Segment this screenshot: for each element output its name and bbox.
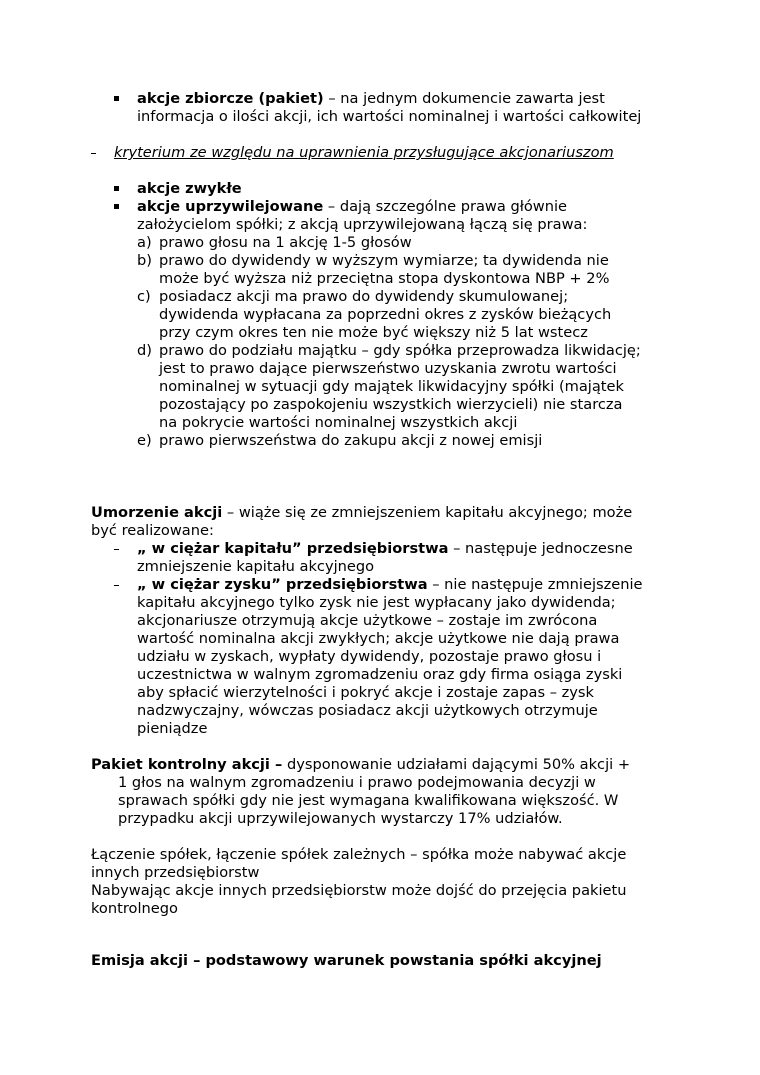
criterion-heading: kryterium ze względu na uprawnienia przysługujące akcjonariuszom xyxy=(114,144,614,161)
text-line: wartość nominalna akcji zwykłych; akcje użytkowe nie dają prawa xyxy=(137,630,620,647)
bullet-square-icon xyxy=(114,204,119,209)
text-line: Nabywając akcje innych przedsiębiorstw może dojść do przejęcia pakietu xyxy=(91,882,627,899)
term-definition: – następuje jednoczesne xyxy=(448,540,633,557)
text-line: jest to prawo dające pierwszeństwo uzyskania zwrotu wartości xyxy=(159,360,617,377)
text-line: innych przedsiębiorstw xyxy=(91,864,260,881)
bullet-dash-icon xyxy=(114,549,119,550)
text-line: prawo pierwszeństwa do zakupu akcji z nowej emisji xyxy=(159,432,543,449)
list-letter: d) xyxy=(137,342,152,359)
text-line: może być wyższa niż przeciętna stopa dyskontowa NBP + 2% xyxy=(159,270,610,287)
list-item-akcje-zwykle: akcje zwykłe xyxy=(137,180,242,197)
text-line: przy czym okres ten nie może być większy niż 5 lat wstecz xyxy=(159,324,588,341)
text-line: nominalnej w sytuacji gdy majątek likwidacyjny spółki (majątek xyxy=(159,378,624,395)
term-bold: „ w ciężar kapitału” przedsiębiorstwa xyxy=(137,540,449,557)
text-line: pozostający po zaspokojeniu wszystkich wierzycieli) nie starcza xyxy=(159,396,623,413)
text-line: uczestnictwa w walnym zgromadzeniu oraz gdy firma osiąga zyski xyxy=(137,666,623,683)
text-line: 1 głos na walnym zgromadzeniu i prawo podejmowania decyzji w xyxy=(118,774,596,791)
text-line: posiadacz akcji ma prawo do dywidendy skumulowanej; xyxy=(159,288,569,305)
list-item-akcje-uprzywilejowane xyxy=(137,198,567,216)
section-heading-emisja: Emisja akcji – podstawowy warunek powstania spółki akcyjnej xyxy=(91,952,602,969)
text-line: prawo do podziału majątku – gdy spółka przeprowadza likwidację; xyxy=(159,342,641,359)
bullet-square-icon xyxy=(114,96,119,101)
text-line: aby spłacić wierzytelności i pokryć akcje i zostaje zapas – zysk xyxy=(137,684,594,701)
text-line: być realizowane: xyxy=(91,522,214,539)
text-line: informacja o ilości akcji, ich wartości nominalnej i wartości całkowitej xyxy=(137,108,642,125)
text-line: prawo do dywidendy w wyższym wymiarze; ta dywidenda nie xyxy=(159,252,609,269)
list-letter: e) xyxy=(137,432,152,449)
text-line: zmniejszenie kapitału akcyjnego xyxy=(137,558,375,575)
text-line: Łączenie spółek, łączenie spółek zależnych – spółka może nabywać akcje xyxy=(91,846,627,863)
text-line: na pokrycie wartości nominalnej wszystkich akcji xyxy=(159,414,518,431)
bullet-dash-icon xyxy=(91,153,96,154)
text-line: założycielom spółki; z akcją uprzywilejowaną łączą się prawa: xyxy=(137,216,588,233)
list-letter: a) xyxy=(137,234,152,251)
text-line: nadzwyczajny, wówczas posiadacz akcji użytkowych otrzymuje xyxy=(137,702,598,719)
list-letter: c) xyxy=(137,288,151,305)
term-definition: dysponowanie udziałami dającymi 50% akcji + xyxy=(282,756,631,773)
list-item-ciezar-kapitalu xyxy=(137,540,633,558)
text-line: kontrolnego xyxy=(91,900,178,917)
term-definition: – dają szczególne prawa głównie xyxy=(323,198,568,215)
term-bold: Pakiet kontrolny akcji – xyxy=(91,756,283,773)
list-item-ciezar-zysku xyxy=(137,576,643,594)
term-definition: – nie następuje zmniejszenie xyxy=(427,576,643,593)
paragraph-pakiet-kontrolny xyxy=(91,756,630,774)
term-bold: „ w ciężar zysku” przedsiębiorstwa xyxy=(137,576,428,593)
text-line: akcjonariusze otrzymują akcje użytkowe – zostaje im zwrócona xyxy=(137,612,598,629)
bullet-square-icon xyxy=(114,186,119,191)
term-definition: – wiąże się ze zmniejszeniem kapitału akcyjnego; może xyxy=(222,504,633,521)
term-bold: akcje zbiorcze (pakiet) xyxy=(137,90,324,107)
text-line: przypadku akcji uprzywilejowanych wystarczy 17% udziałów. xyxy=(118,810,563,827)
text-line: sprawach spółki gdy nie jest wymagana kwalifikowana większość. W xyxy=(118,792,619,809)
text-line: pieniądze xyxy=(137,720,208,737)
paragraph-umorzenie xyxy=(91,504,632,522)
term-bold: Umorzenie akcji xyxy=(91,504,223,521)
list-item-akcje-zbiorcze xyxy=(137,90,605,108)
term-definition: – na jednym dokumencie zawarta jest xyxy=(323,90,605,107)
term-bold: akcje uprzywilejowane xyxy=(137,198,324,215)
text-line: prawo głosu na 1 akcję 1-5 głosów xyxy=(159,234,412,251)
text-line: kapitału akcyjnego tylko zysk nie jest wypłacany jako dywidenda; xyxy=(137,594,616,611)
text-line: udziału w zyskach, wypłaty dywidendy, pozostaje prawo głosu i xyxy=(137,648,602,665)
bullet-dash-icon xyxy=(114,585,119,586)
list-letter: b) xyxy=(137,252,152,269)
text-line: dywidenda wypłacana za poprzedni okres z zysków bieżących xyxy=(159,306,612,323)
